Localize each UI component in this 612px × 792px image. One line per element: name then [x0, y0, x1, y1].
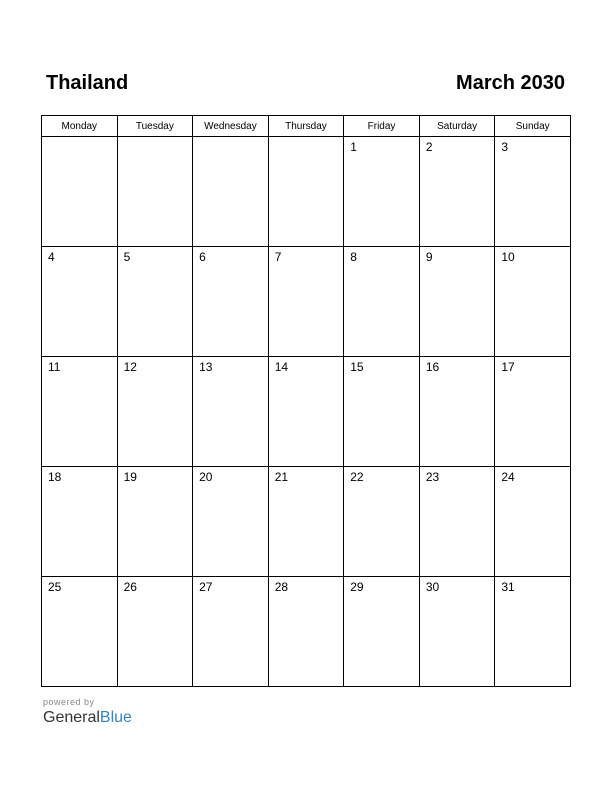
- day-cell: [117, 247, 193, 357]
- day-cell: [419, 467, 495, 577]
- day-number: 6: [199, 250, 206, 264]
- generalblue-logo: [43, 708, 132, 728]
- day-cell: [495, 247, 571, 357]
- day-cell: [268, 357, 344, 467]
- day-cell: [268, 577, 344, 687]
- day-cell: [117, 577, 193, 687]
- day-number: 31: [501, 580, 515, 594]
- calendar-grid: [41, 115, 571, 687]
- day-cell: [344, 357, 420, 467]
- day-cell: [42, 467, 118, 577]
- day-cell: [344, 247, 420, 357]
- day-cell: [117, 467, 193, 577]
- day-cell: [193, 247, 269, 357]
- brand-general-text: General: [43, 709, 100, 726]
- weekday-header: Sunday: [495, 116, 571, 137]
- day-cell: [193, 467, 269, 577]
- day-cell: [495, 137, 571, 247]
- day-number: 4: [48, 250, 55, 264]
- day-number: 27: [199, 580, 213, 594]
- day-number: 26: [123, 580, 137, 594]
- day-cell: [117, 137, 193, 247]
- day-cell: [419, 247, 495, 357]
- day-number: 30: [425, 580, 440, 594]
- day-number: 29: [350, 580, 364, 594]
- day-cell: [419, 357, 495, 467]
- day-cell: [42, 247, 118, 357]
- day-number: 12: [123, 360, 137, 374]
- weekday-header: Wednesday: [193, 116, 269, 137]
- week-row: [42, 357, 571, 467]
- week-row: [42, 137, 571, 247]
- footer-branding: [43, 697, 132, 728]
- day-cell: [344, 467, 420, 577]
- day-cell: [193, 577, 269, 687]
- day-cell: [42, 577, 118, 687]
- brand-blue-text: Blue: [99, 709, 132, 726]
- day-number: 16: [425, 360, 440, 374]
- weekday-header: Friday: [344, 116, 420, 137]
- day-cell: [268, 247, 344, 357]
- day-cell: [344, 137, 420, 247]
- day-cell: [495, 357, 571, 467]
- day-number: 19: [123, 470, 137, 484]
- week-row: [42, 247, 571, 357]
- day-number: [118, 137, 193, 140]
- day-number: 5: [123, 250, 131, 264]
- day-number: 25: [48, 580, 62, 594]
- country-title: Thailand: [46, 72, 129, 94]
- day-number: 28: [274, 580, 289, 594]
- day-number: 8: [350, 250, 357, 264]
- day-cell: [419, 137, 495, 247]
- day-number: [42, 137, 117, 140]
- week-row: [42, 467, 571, 577]
- day-number: 2: [425, 140, 433, 154]
- day-number: 11: [48, 360, 61, 374]
- day-number: 3: [501, 140, 509, 154]
- weekday-header: Saturday: [419, 116, 495, 137]
- weekday-header-row: [42, 116, 571, 137]
- day-cell: [193, 137, 269, 247]
- day-number: [193, 137, 268, 140]
- weekday-header: Monday: [42, 116, 118, 137]
- day-number: 23: [425, 470, 440, 484]
- day-cell: [268, 137, 344, 247]
- day-number: 1: [350, 140, 357, 154]
- day-number: 20: [199, 470, 213, 484]
- day-number: 24: [501, 470, 515, 484]
- weekday-header: Thursday: [268, 116, 344, 137]
- day-cell: [268, 467, 344, 577]
- day-cell: [344, 577, 420, 687]
- day-number: [269, 137, 344, 140]
- powered-by-text: powered by: [43, 697, 95, 707]
- day-cell: [495, 467, 571, 577]
- day-number: 10: [501, 250, 515, 264]
- day-number: 21: [274, 470, 289, 484]
- day-number: 22: [350, 470, 364, 484]
- week-row: [42, 577, 571, 687]
- day-number: 15: [350, 360, 364, 374]
- day-cell: [42, 357, 118, 467]
- month-year-title: March 2030: [456, 72, 565, 94]
- day-number: 17: [501, 360, 515, 374]
- day-cell: [42, 137, 118, 247]
- day-number: 14: [274, 360, 289, 374]
- day-cell: [117, 357, 193, 467]
- day-cell: [193, 357, 269, 467]
- day-number: 7: [274, 250, 282, 264]
- day-number: 18: [48, 470, 62, 484]
- day-number: 9: [425, 250, 433, 264]
- day-cell: [495, 577, 571, 687]
- day-cell: [419, 577, 495, 687]
- day-number: 13: [199, 360, 213, 374]
- weekday-header: Tuesday: [117, 116, 193, 137]
